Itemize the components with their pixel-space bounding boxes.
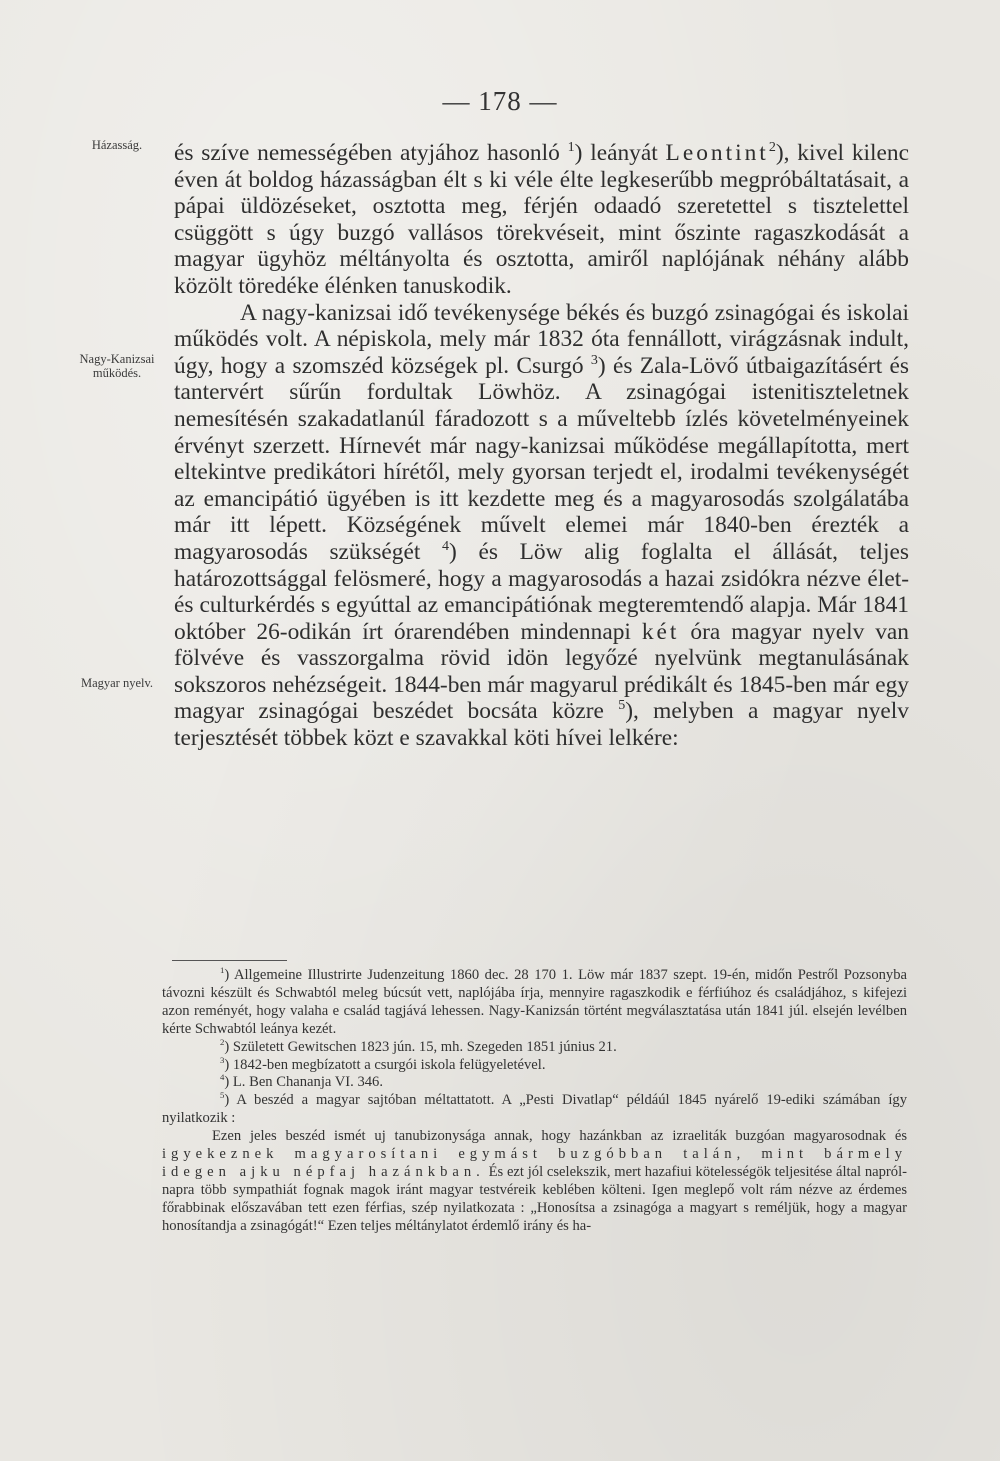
footnote-text: ) Született Gewitschen 1823 jún. 15, mh. Szegeden 1851 június 21.	[224, 1038, 617, 1055]
footnote-2	[162, 1036, 907, 1057]
footnote-text: ) 1842-ben megbízatott a csurgói iskola felügyeletével.	[224, 1056, 546, 1073]
spaced-name: Leontint	[665, 140, 769, 166]
margin-note-magyar-nyelv: Magyar nyelv.	[80, 676, 154, 690]
text-run: ), melyben a magyar nyelv terjesztését többek közt e szavakkal köti hívei lelkére:	[174, 698, 909, 752]
footnote-text: ) L. Ben Chananja VI. 346.	[224, 1074, 383, 1091]
footnote-1	[162, 967, 907, 1039]
footnotes	[162, 967, 907, 1236]
text-run: és szíve nemességében atyjához hasonló	[174, 140, 568, 166]
margin-note-hazassag: Házasság.	[91, 138, 143, 152]
footnote-text: ) A beszéd a magyar sajtóban méltattatott. A „Pesti Divatlap“ példáúl 1845 nyárelő 19-ediki számában így nyilatkozik :	[162, 1092, 907, 1127]
footnote-number: 1	[220, 965, 225, 976]
footnote-ref: 1	[567, 139, 575, 156]
footnote-number: 2	[220, 1036, 225, 1047]
text-run: ) és Löw alig foglalta el állását, teljes határozottsággal felösmeré, hogy a magyarosodás a hazai zsidókra nézve élet- és culturkérdés s egyúttal az emancipátiónak megteremtendő alapja. Már 1841 október 26-odikán írt órarendében mindennapi	[174, 538, 909, 645]
footnote-3	[162, 1054, 907, 1075]
main-text	[174, 140, 909, 752]
paragraph-1	[174, 140, 909, 300]
text-run: óra magyar nyelv van fölvéve és vasszorgalma rövid idön legyőzé nyelvünk megtanulásának sokszoros nehézségeit. 1844-ben már magyarul prédikált és 1845-ben már egy magyar zsinagógai beszédet bocsáta közre	[174, 618, 909, 725]
footnote-ref: 5	[618, 697, 626, 714]
footnote-5	[162, 1092, 907, 1128]
page-number: — 178 —	[442, 86, 558, 116]
footnote-text: ) Allgemeine Illustrirte Judenzeitung 1860 dec. 28 170 1. Löw már 1837 szept. 19-én, midőn Pestről Pozsonyba távozni készült és Schwabtól meleg búcsút vett, naplójába írja, mennyire ragaszkodik e férfiúhoz és családjához, s kifejezi azon reményét, hogy valaha e család tagjává lehessen. Nagy-Kanizsán történt megválasztatása után 1841 júl. elsején levélben kérte Schwabtól leánya kezét.	[162, 967, 907, 1037]
margin-note-nagykanizsai: Nagy-Kanizsai működés.	[79, 352, 155, 380]
footnote-4	[162, 1074, 907, 1092]
text-run: A nagy-kanizsai idő tevékenysége békés és buzgó zsinagógai és iskolai működés volt. A népiskola, mely már 1832 óta fennállott, virágzásnak indult, úgy, hogy a szomszéd községek pl. Csurgó	[174, 299, 909, 379]
footnote-text: Ezen jeles beszéd ismét uj tanubizonysága annak, hogy hazánkban az izraeliták buzgóan magyarosodnak és	[212, 1128, 907, 1145]
footnote-rule	[172, 960, 287, 961]
footnote-ref: 4	[442, 538, 450, 555]
spaced-emphasis: igyekeznek magyarosítani egymást buzgóbban talán, mint bármely idegen ajku népfaj hazánkban.	[162, 1146, 907, 1180]
footnote-ref: 2	[768, 139, 776, 156]
footnote-number: 3	[220, 1054, 225, 1065]
spaced-word: két	[641, 618, 680, 645]
text-run: ) leányát	[574, 140, 666, 166]
footnote-number: 4	[220, 1072, 225, 1083]
paragraph-2	[174, 300, 909, 752]
text-run: ), kivel kilenc éven át boldog házasságban élt s ki véle élte legkeserűbb megpróbáltatásait, a pápai üldözéseket, osztotta meg, férjén odaadó szeretettel s tisztelettel csüggött s úgy buzgó vallásos törekvéseit, mint őszinte ragaszkodását a magyar ügyhöz méltányolta és osztotta, amiről naplójának néhány alább közölt töredéke élénken tanuskodik.	[174, 140, 909, 299]
footnote-5-quote	[162, 1128, 907, 1235]
footnote-number: 5	[220, 1090, 225, 1101]
text-run: ) és Zala-Lövő útbaigazításért és tantervért sűrűn fordultak Löwhöz. A zsinagógai istenitiszteletnek nemesítésén szakadatlanúl fáradozott s a műveltebb ízlés követelményeinek érvényt szerzett. Hírnevét már nagy-kanizsai működése megállapította, mert eltekintve predikátori hírétől, mely gyorsan terjedt el, irodalmi tevékenységét az emancipátió ügyében is itt kezdette meg és a magyarosodás szolgálatába már itt lépett. Községének művelt elemei már 1840-ben érezték a magyarosodás szükségét	[174, 352, 909, 565]
footnote-ref: 3	[590, 351, 598, 368]
footnote-text: És ezt jól cselekszik, mert hazafiui kötelességök teljesitése által napról-napra több sympathiát fognak magok iránt magyar testvéreik keblében költeni. Igen meglepő volt rám nézve az érdemes főrabbinak előszavában tett ezen férfias, szép nyilatkozata : „Honosítsa a zsinagóga a magyart s reméljük, hogy a magyar honosítandja a zsinagógát!“ Ezen teljes méltánylatot érdemlő irány és ha-	[162, 1163, 907, 1234]
